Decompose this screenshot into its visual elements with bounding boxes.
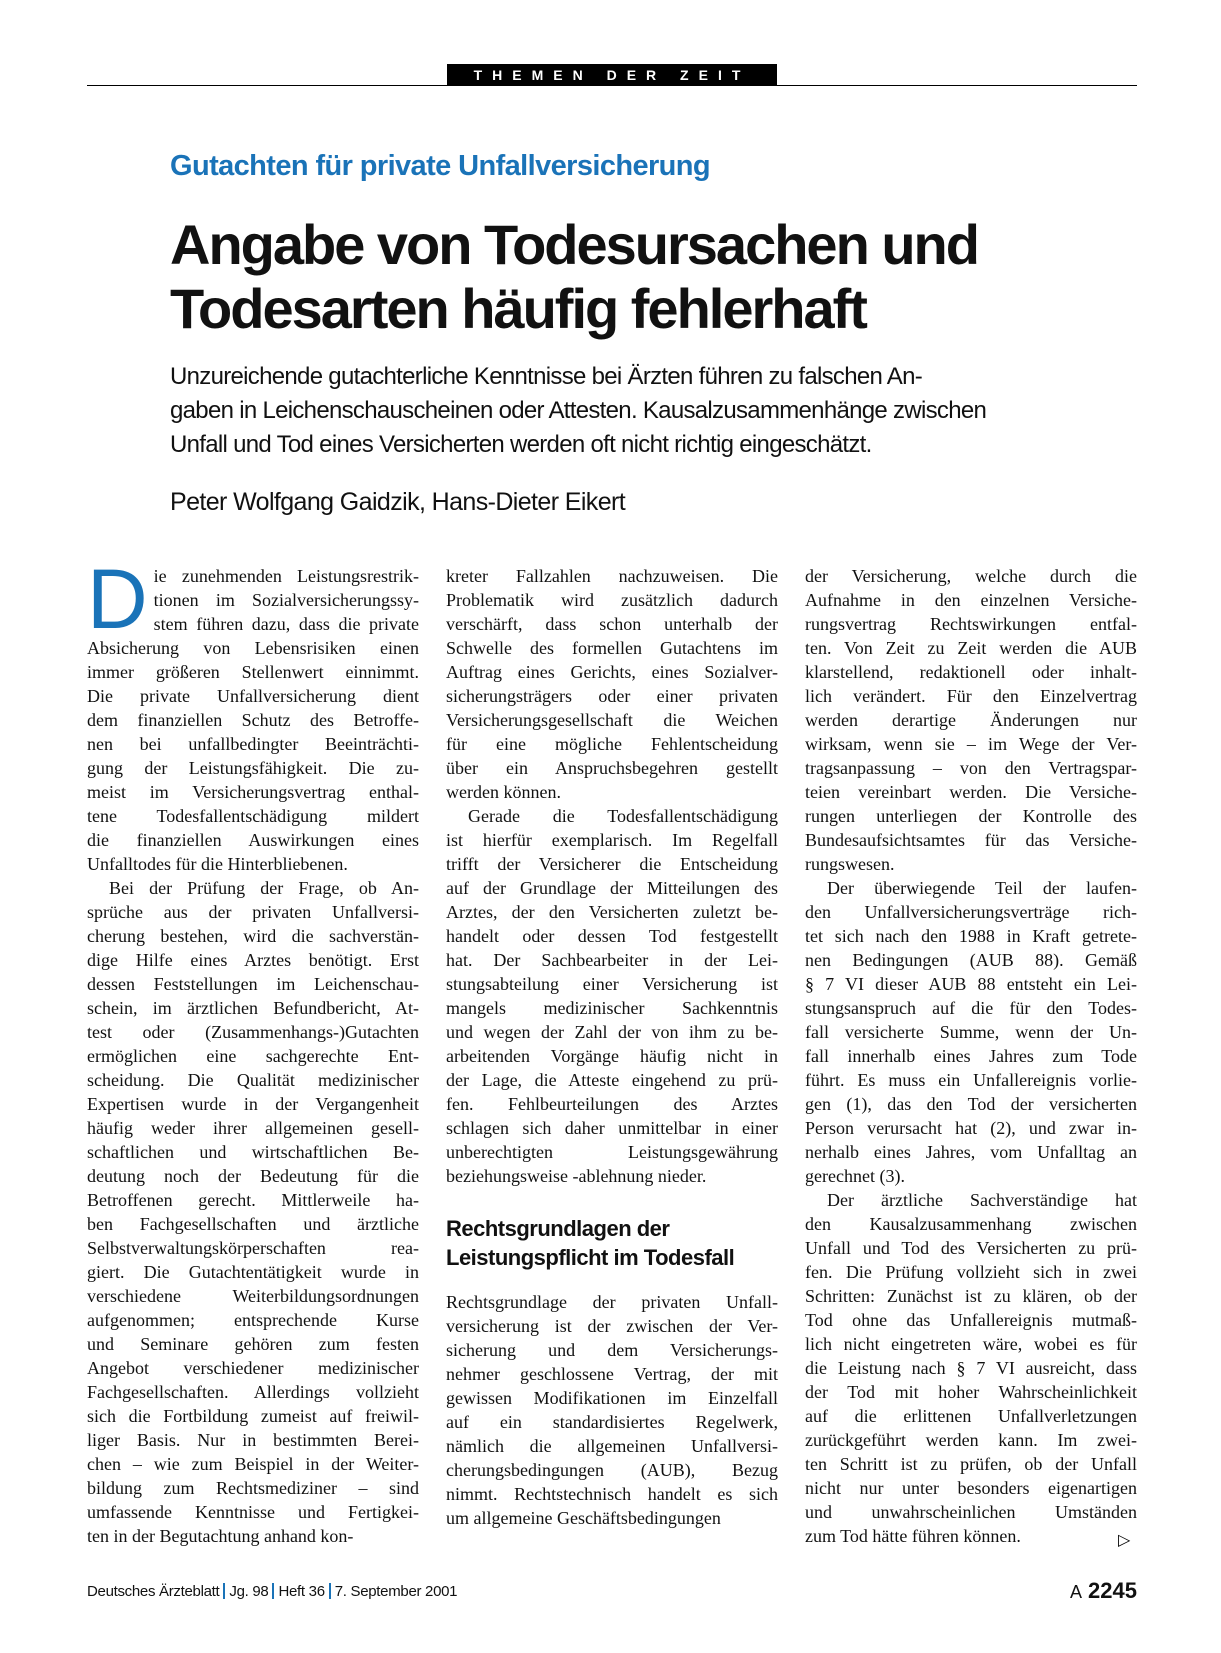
text-line: trifft der Versicherer die Entscheidung xyxy=(446,854,778,874)
text-line: zurückgeführt werden kann. Im zwei- xyxy=(805,1430,1137,1450)
text-line: liger Basis. Nur in bestimmten Berei- xyxy=(87,1430,419,1450)
text-line: zum Tod hätte führen können. xyxy=(805,1526,1021,1546)
text-line: schaftlichen und wirtschaftlichen Be- xyxy=(87,1142,419,1162)
text-line: Selbstverwaltungskörperschaften rea- xyxy=(87,1238,419,1258)
text-line: Schwelle des formellen Gutachtens im xyxy=(446,638,778,658)
text-line: dem finanziellen Schutz des Betroffe- xyxy=(87,710,419,730)
text-line: sicherungsträgers oder einer privaten xyxy=(446,686,778,706)
journal-date: 7. September 2001 xyxy=(334,1583,458,1600)
text-line: sicherung und dem Versicherungs- xyxy=(446,1340,778,1360)
text-line: rungen unterliegen der Kontrolle des xyxy=(805,806,1137,826)
text-line: den Unfallversicherungsverträge rich- xyxy=(805,902,1137,922)
text-line: ist hierfür exemplarisch. Im Regelfall xyxy=(446,830,778,850)
text-line: dige Hilfe eines Arztes benötigt. Erst xyxy=(87,950,419,970)
text-line: führt. Es muss ein Unfallereignis vorlie- xyxy=(805,1070,1137,1090)
text-line: Die private Unfallversicherung dient xyxy=(87,686,419,706)
text-line: Unfall und Tod des Versicherten zu prü- xyxy=(805,1238,1137,1258)
text-line: Rechtsgrundlage der privaten Unfall- xyxy=(446,1292,778,1312)
lead-paragraph xyxy=(170,360,1100,462)
text-line: sich die Fortbildung zumeist auf freiwil- xyxy=(87,1406,419,1426)
text-line: wirksam, wenn sie – im Wege der Ver- xyxy=(805,734,1137,754)
footer-separator xyxy=(272,1583,274,1599)
text-line: nicht nur unter besonders eigenartigen xyxy=(805,1478,1137,1498)
text-line: lich verändert. Für den Einzelvertrag xyxy=(805,686,1137,706)
text-line: tene Todesfallentschädigung mildert xyxy=(87,806,419,826)
lead-line: Unfall und Tod eines Versicherten werden oft nicht richtig eingeschätzt. xyxy=(170,431,872,458)
section-subheading xyxy=(446,1214,778,1272)
text-line: häufig weder ihrer allgemeinen gesell- xyxy=(87,1118,419,1138)
text-line: immer größeren Stellenwert einnimmt. xyxy=(87,662,419,682)
text-line: mangels medizinischer Sachkenntnis xyxy=(446,998,778,1018)
text-line: cherung bestehen, wird die sachverstän- xyxy=(87,926,419,946)
text-line: Angebot verschiedener medizinischer xyxy=(87,1358,419,1378)
text-line: hat. Der Sachbearbeiter in der Lei- xyxy=(446,950,778,970)
footer-separator xyxy=(223,1583,225,1599)
text-line: auf ein standardisiertes Regelwerk, xyxy=(446,1412,778,1432)
text-line: gerechnet (3). xyxy=(805,1166,905,1186)
footer-citation xyxy=(87,1583,457,1600)
headline-line: Todesarten häufig fehlerhaft xyxy=(170,277,866,340)
text-line: Expertisen wurde in der Vergangenheit xyxy=(87,1094,419,1114)
continue-arrow-icon: ▷ xyxy=(1118,1532,1131,1549)
text-line: tionen im Sozialversicherungssy- xyxy=(153,590,419,610)
text-line: werden können. xyxy=(446,782,561,802)
text-line: kreter Fallzahlen nachzuweisen. Die xyxy=(446,566,778,586)
text-line: nämlich die allgemeinen Unfallversi- xyxy=(446,1436,778,1456)
text-line: Fachgesellschaften. Allerdings vollzieht xyxy=(87,1382,419,1402)
text-line: der Tod mit hoher Wahrscheinlichkeit xyxy=(805,1382,1137,1402)
text-line: auf der Grundlage der Mitteilungen des xyxy=(446,878,778,898)
text-line: test oder (Zusammenhangs-)Gutachten xyxy=(87,1022,419,1042)
text-line: rungsvertrag Rechtswirkungen entfal- xyxy=(805,614,1137,634)
text-line: Auftrag eines Gerichts, eines Sozialver- xyxy=(446,662,778,682)
text-line: handelt oder dessen Tod festgestellt xyxy=(446,926,778,946)
text-line: gung der Leistungsfähigkeit. Die zu- xyxy=(87,758,419,778)
text-line: aufgenommen; entsprechende Kurse xyxy=(87,1310,419,1330)
text-line: tragsanpassung – von den Vertragspar- xyxy=(805,758,1137,778)
text-line: ie zunehmenden Leistungsrestrik- xyxy=(153,566,419,586)
column-2-text-bottom xyxy=(446,1290,778,1530)
text-line: nehmer geschlossene Vertrag, der mit xyxy=(446,1364,778,1384)
text-line: Der überwiegende Teil der laufen- xyxy=(827,878,1137,898)
text-line: stungsanspruch auf die für den Todes- xyxy=(805,998,1137,1018)
text-line: ten in der Begutachtung anhand kon- xyxy=(87,1526,354,1546)
text-line: nerhalb eines Jahres, vom Unfalltag an xyxy=(805,1142,1137,1162)
text-line: fall innerhalb eines Jahres zum Tode xyxy=(805,1046,1137,1066)
text-line: nen Bedingungen (AUB 88). Gemäß xyxy=(805,950,1137,970)
subheading-line: Leistungspflicht im Todesfall xyxy=(446,1245,735,1270)
text-line: sprüche aus der privaten Unfallversi- xyxy=(87,902,419,922)
text-line: umfassende Kenntnisse und Fertigkei- xyxy=(87,1502,419,1522)
text-line: unberechtigten Leistungsgewährung xyxy=(446,1142,778,1162)
text-line: Tod ohne das Unfallereignis mutmaß- xyxy=(805,1310,1137,1330)
text-line: verschiedene Weiterbildungsordnungen xyxy=(87,1286,419,1306)
text-line: den Kausalzusammenhang zwischen xyxy=(805,1214,1137,1234)
text-line: lich nicht eingetreten wäre, wobei es für xyxy=(805,1334,1137,1354)
body-column-1 xyxy=(87,552,419,1548)
text-line: meist im Versicherungsvertrag enthal- xyxy=(87,782,419,802)
headline-line: Angabe von Todesursachen und xyxy=(170,213,978,276)
column-2-text-top xyxy=(446,564,778,1188)
text-line: ten. Von Zeit zu Zeit werden die AUB xyxy=(805,638,1137,658)
text-line: § 7 VI dieser AUB 88 entsteht ein Lei- xyxy=(805,974,1137,994)
text-line: bildung zum Rechtsmediziner – sind xyxy=(87,1478,419,1498)
text-line: der Versicherung, welche durch die xyxy=(805,566,1137,586)
text-line: schlagen sich daher unmittelbar in einer xyxy=(446,1118,778,1138)
body-column-2 xyxy=(446,564,778,1530)
subheading-line: Rechtsgrundlagen der xyxy=(446,1216,670,1241)
text-line: Betroffenen gerecht. Mittlerweile ha- xyxy=(87,1190,419,1210)
text-line: stem führen dazu, dass die private xyxy=(153,614,419,634)
text-line: und unwahrscheinlichen Umständen xyxy=(805,1502,1137,1522)
text-line: Versicherungsgesellschaft die Weichen xyxy=(446,710,778,730)
text-line: um allgemeine Geschäftsbedingungen xyxy=(446,1508,721,1528)
text-line: Absicherung von Lebensrisiken einen xyxy=(87,638,419,658)
text-line: gen (1), das den Tod der versicherten xyxy=(805,1094,1137,1114)
text-line: nen bei unfallbedingter Beeinträchti- xyxy=(87,734,419,754)
journal-name: Deutsches Ärzteblatt xyxy=(87,1583,220,1600)
text-line: scheidung. Die Qualität medizinischer xyxy=(87,1070,419,1090)
text-line: und Seminare gehören zum festen xyxy=(87,1334,419,1354)
text-line: Der ärztliche Sachverständige hat xyxy=(827,1190,1137,1210)
text-line: ben Fachgesellschaften und ärztliche xyxy=(87,1214,419,1234)
text-line: Bundesaufsichtsamtes für das Versiche- xyxy=(805,830,1137,850)
text-line: versicherung ist der zwischen der Ver- xyxy=(446,1316,778,1336)
text-line: ten Schritt ist zu prüfen, ob der Unfall xyxy=(805,1454,1137,1474)
page-number-block xyxy=(1070,1578,1137,1604)
text-line: Person verursacht hat (2), und zwar in- xyxy=(805,1118,1137,1138)
text-line: Gerade die Todesfallentschädigung xyxy=(468,806,778,826)
journal-issue: Heft 36 xyxy=(278,1583,325,1600)
text-line: Arztes, der den Versicherten zuletzt be- xyxy=(446,902,778,922)
text-line: stungsabteilung einer Versicherung ist xyxy=(446,974,778,994)
text-line: Unfalltodes für die Hinterbliebenen. xyxy=(87,854,348,874)
text-line: arbeitenden Vorgänge häufig nicht in xyxy=(446,1046,778,1066)
text-line: klarstellend, redaktionell oder inhalt- xyxy=(805,662,1137,682)
text-line: für eine mögliche Fehlentscheidung xyxy=(446,734,778,754)
text-line: Bei der Prüfung der Frage, ob An- xyxy=(109,878,419,898)
text-line: fall versicherte Summe, wenn der Un- xyxy=(805,1022,1137,1042)
text-line: schein, im ärztlichen Befundbericht, At- xyxy=(87,998,419,1018)
journal-volume: Jg. 98 xyxy=(229,1583,269,1600)
page-prefix: A xyxy=(1070,1582,1083,1602)
text-line: verschärft, dass schon unterhalb der xyxy=(446,614,778,634)
text-line: rungswesen. xyxy=(805,854,895,874)
headline xyxy=(170,213,1130,341)
text-line: fen. Die Prüfung vollzieht sich in zwei xyxy=(805,1262,1137,1282)
text-line: teien vereinbart werden. Die Versiche- xyxy=(805,782,1137,802)
body-column-3 xyxy=(805,564,1137,1548)
text-line: beziehungsweise -ablehnung nieder. xyxy=(446,1166,707,1186)
text-line: werden derartige Änderungen nur xyxy=(805,710,1137,730)
text-line: auf die erlittenen Unfallverletzungen xyxy=(805,1406,1137,1426)
text-line: über ein Anspruchsbegehren gestellt xyxy=(446,758,778,778)
text-line: dessen Feststellungen im Leichenschau- xyxy=(87,974,419,994)
text-line: deutung noch der Bedeutung für die xyxy=(87,1166,419,1186)
text-line: fen. Fehlbeurteilungen des Arztes xyxy=(446,1094,778,1114)
text-line: chen – wie zum Beispiel in der Weiter- xyxy=(87,1454,419,1474)
text-line: Schritten: Zunächst ist zu klären, ob der xyxy=(805,1286,1137,1306)
kicker: Gutachten für private Unfallversicherung xyxy=(170,150,711,182)
text-line: ermöglichen eine sachgerechte Ent- xyxy=(87,1046,419,1066)
footer-separator xyxy=(329,1583,331,1599)
drop-cap: D xyxy=(87,552,148,646)
text-line: und wegen der Zahl der von ihm zu be- xyxy=(446,1022,778,1042)
page-number: 2245 xyxy=(1088,1578,1137,1603)
text-line: cherungsbedingungen (AUB), Bezug xyxy=(446,1460,778,1480)
lead-line: gaben in Leichenschauscheinen oder Attesten. Kausalzusammenhänge zwischen xyxy=(170,397,987,424)
text-line: der Lage, die Atteste eingehend zu prü- xyxy=(446,1070,778,1090)
text-line: gewissen Modifikationen im Einzelfall xyxy=(446,1388,778,1408)
text-line: Problematik wird zusätzlich dadurch xyxy=(446,590,778,610)
text-line: tet sich nach den 1988 in Kraft getrete- xyxy=(805,926,1137,946)
authors: Peter Wolfgang Gaidzik, Hans-Dieter Eikert xyxy=(170,488,626,516)
text-line: die Leistung nach § 7 VI ausreicht, dass xyxy=(805,1358,1137,1378)
text-line: Aufnahme in den einzelnen Versiche- xyxy=(805,590,1137,610)
section-rubric: THEMEN DER ZEIT xyxy=(447,64,777,86)
text-line: nimmt. Rechtstechnisch handelt es sich xyxy=(446,1484,778,1504)
text-line: giert. Die Gutachtentätigkeit wurde in xyxy=(87,1262,419,1282)
lead-line: Unzureichende gutachterliche Kenntnisse bei Ärzten führen zu falschen An- xyxy=(170,363,923,390)
text-line: die finanziellen Auswirkungen eines xyxy=(87,830,419,850)
